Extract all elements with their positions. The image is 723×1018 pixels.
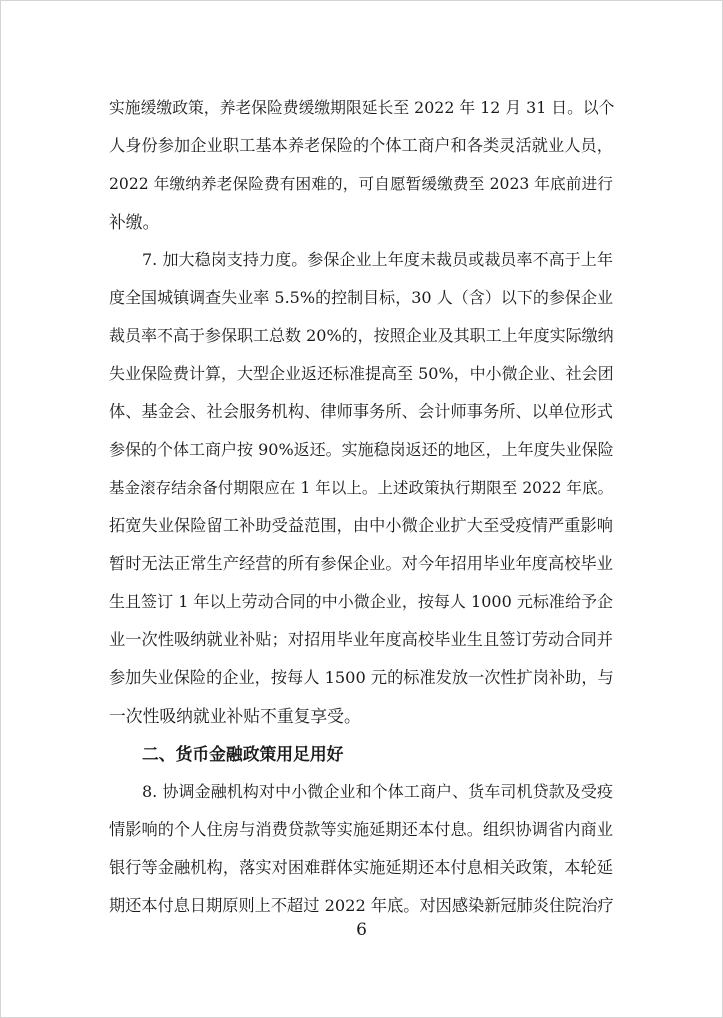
text-line: 7. 加大稳岗支持力度。参保企业上年度未裁员或裁员率不高于上年: [142, 250, 613, 269]
text-line: 人身份参加企业职工基本养老保险的个体工商户和各类灵活就业人员，: [109, 136, 613, 155]
text-line: 体、基金会、社会服务机构、律师事务所、会计师事务所、以单位形式: [109, 402, 613, 421]
text-line: 度全国城镇调查失业率 5.5%的控制目标，30 人（含）以下的参保企业: [109, 288, 613, 307]
text-line: 业一次性吸纳就业补贴；对招用毕业年度高校毕业生且签订劳动合同并: [109, 630, 613, 649]
text-line: 暂时无法正常生产经营的所有参保企业。对今年招用毕业年度高校毕业: [109, 554, 613, 573]
text-line: 生且签订 1 年以上劳动合同的中小微企业，按每人 1000 元标准给予企: [109, 592, 613, 611]
text-line: 失业保险费计算，大型企业返还标准提高至 50%，中小微企业、社会团: [109, 364, 614, 383]
text-line: 裁员率不高于参保职工总数 20%的，按照企业及其职工上年度实际缴纳: [109, 326, 614, 345]
text-line: 拓宽失业保险留工补助受益范围，由中小微企业扩大至受疫情严重影响: [109, 516, 613, 535]
page-number: 6: [356, 920, 367, 940]
text-line: 参加失业保险的企业，按每人 1500 元的标准发放一次性扩岗补助，与: [109, 668, 614, 687]
text-line: 参保的个体工商户按 90%返还。实施稳岗返还的地区，上年度失业保险: [109, 440, 614, 459]
text-line: 8. 协调金融机构对中小微企业和个体工商户、货车司机贷款及受疫: [142, 782, 613, 801]
text-line: 一次性吸纳就业补贴不重复享受。: [109, 706, 361, 726]
text-line: 实施缓缴政策，养老保险费缓缴期限延长至 2022 年 12 月 31 日。以个: [109, 98, 615, 117]
text-line: 银行等金融机构，落实对困难群体实施延期还本付息相关政策，本轮延: [109, 858, 613, 877]
text-line: 情影响的个人住房与消费贷款等实施延期还本付息。组织协调省内商业: [109, 820, 613, 839]
section-heading: 二、货币金融政策用足用好: [142, 744, 344, 764]
text-line: 补缴。: [109, 212, 160, 232]
text-line: 基金滚存结余备付期限应在 1 年以上。上述政策执行期限至 2022 年底。: [109, 479, 613, 497]
text-line: 期还本付息日期原则上不超过 2022 年底。对因感染新冠肺炎住院治疗: [109, 896, 614, 915]
text-line: 2022 年缴纳养老保险费有困难的，可自愿暂缓缴费至 2023 年底前进行: [109, 175, 613, 193]
